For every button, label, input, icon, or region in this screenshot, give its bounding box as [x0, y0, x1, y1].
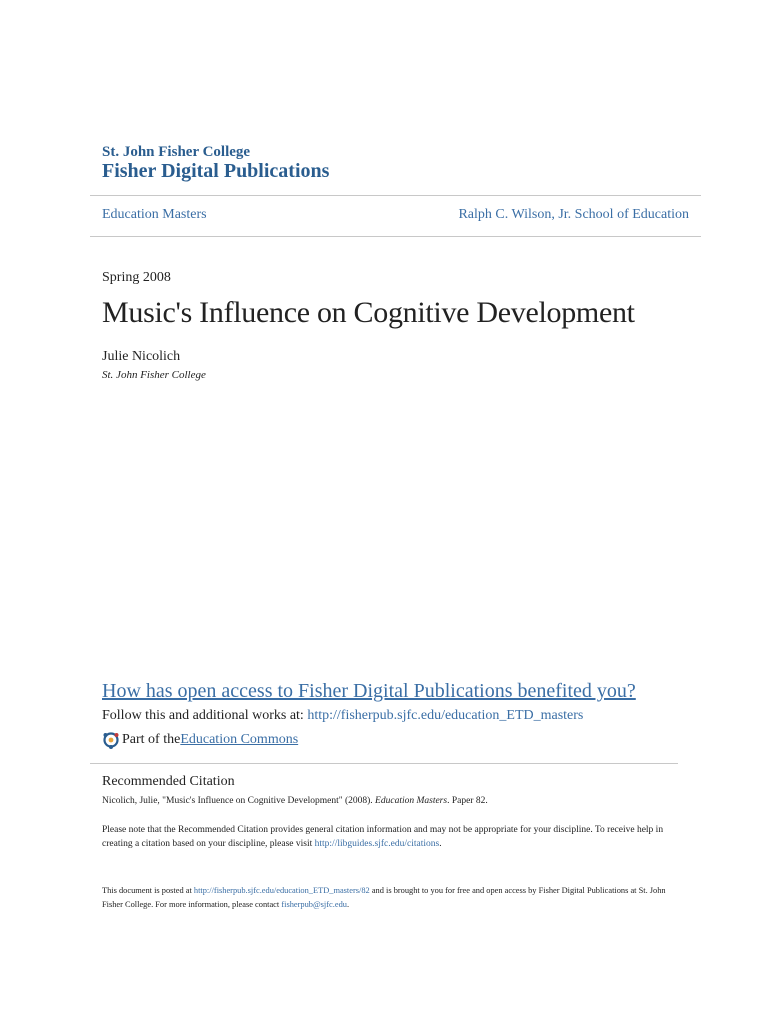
citation-note [102, 824, 677, 851]
nav-education-masters-link[interactable]: Education Masters [102, 207, 207, 222]
education-commons-link[interactable]: Education Commons [180, 732, 299, 747]
recommended-citation-heading: Recommended Citation [102, 774, 235, 789]
part-of-line [102, 731, 298, 749]
citation-divider [90, 763, 678, 764]
follow-prefix: Follow this and additional works at: [102, 708, 308, 723]
footer-prefix: This document is posted at [102, 886, 194, 895]
citation-note-prefix: Please note that the Recommended Citation provides general citation information and may not be appropriate for your discipline. To receive help in creating a citation based on your discipline, please visit [102, 825, 664, 849]
citation-text-prefix: Nicolich, Julie, "Music's Influence on Cognitive Development" (2008). [102, 796, 376, 806]
citation-text-suffix: . Paper 82. [447, 796, 488, 806]
document-footer [102, 884, 677, 911]
citation-text [102, 796, 488, 806]
footer-middle: and is brought to you for free and open access by Fisher Digital Publications at St. John Fisher College. For more information, please contact [102, 886, 666, 909]
college-name: St. John Fisher College [102, 144, 251, 160]
contact-email-link[interactable]: fisherpub@sjfc.edu [281, 899, 347, 909]
part-of-prefix: Part of the [122, 732, 181, 747]
commons-network-icon [102, 731, 120, 749]
header-divider-top [90, 195, 701, 196]
publication-date: Spring 2008 [102, 270, 171, 285]
footer-suffix: . [346, 899, 350, 909]
header-divider-bottom [90, 236, 701, 237]
author-name: Julie Nicolich [102, 349, 181, 364]
citation-journal: Education Masters [375, 796, 448, 806]
citations-guide-link[interactable]: http://libguides.sjfc.edu/citations [314, 838, 440, 849]
follow-url-link[interactable]: http://fisherpub.sjfc.edu/education_ETD_masters [307, 708, 584, 723]
nav-school-link[interactable]: Ralph C. Wilson, Jr. School of Education [458, 207, 689, 222]
author-affiliation: St. John Fisher College [102, 369, 206, 381]
citation-note-suffix: . [439, 838, 442, 849]
follow-line [102, 708, 583, 724]
paper-title: Music's Influence on Cognitive Development [102, 296, 635, 329]
open-access-benefit-link[interactable]: How has open access to Fisher Digital Publications benefited you? [102, 680, 636, 702]
publication-name[interactable]: Fisher Digital Publications [102, 160, 330, 182]
document-url-link[interactable]: http://fisherpub.sjfc.edu/education_ETD_masters/82 [193, 886, 370, 895]
